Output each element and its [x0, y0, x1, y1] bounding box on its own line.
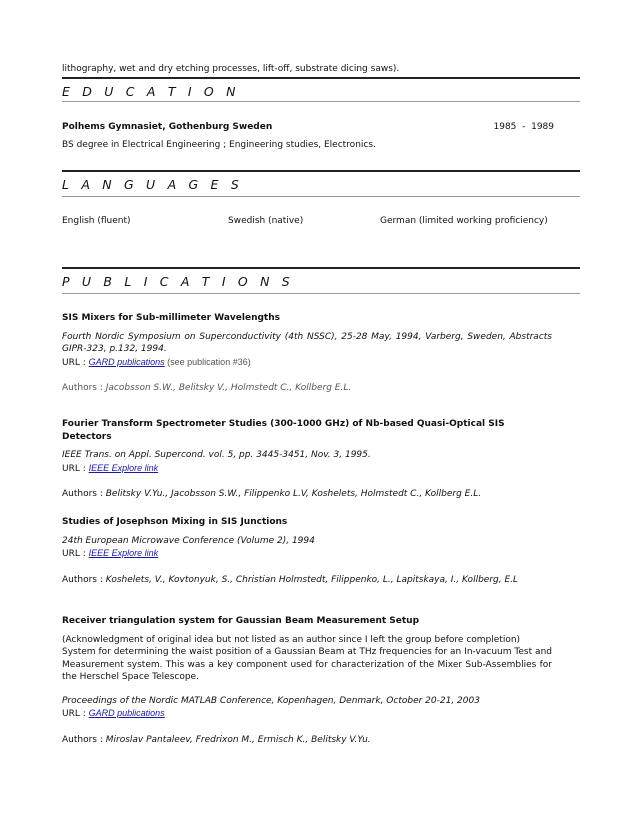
- authors-names: Miroslav Pantaleev, Fredrixon M., Ermisch K., Belitsky V.Yu.: [105, 734, 371, 745]
- section-rule-bottom: [62, 293, 580, 294]
- authors-label: Authors :: [62, 574, 106, 585]
- publication-venue: IEEE Trans. on Appl. Supercond. vol. 5, pp. 3445-3451, Nov. 3, 1995.: [62, 450, 371, 460]
- url-label: URL :: [62, 357, 89, 368]
- intro-line: lithography, wet and dry etching processes, lift-off, substrate dicing saws).: [62, 64, 400, 74]
- publication-url: [62, 547, 552, 561]
- publication-title: Studies of Josephson Mixing in SIS Junctions: [62, 517, 288, 527]
- publication-authors: [62, 382, 552, 395]
- publication-acknowledgment: (Acknowledgment of original idea but not listed as an author since I left the group before completion): [62, 634, 521, 645]
- publication-authors: [62, 574, 552, 587]
- education-description: BS degree in Electrical Engineering ; Engineering studies, Electronics.: [62, 140, 376, 150]
- school-name: Polhems Gymnasiet, Gothenburg Sweden: [62, 122, 273, 132]
- publication-4: [62, 615, 552, 746]
- section-title-education: E D U C A T I O N: [62, 84, 240, 99]
- section-rule-top: [62, 170, 580, 172]
- section-title-publications: P U B L I C A T I O N S: [62, 274, 294, 289]
- spacer: [62, 684, 552, 695]
- gard-publications-link[interactable]: GARD publications: [88, 708, 165, 718]
- language-swedish: Swedish (native): [228, 216, 304, 226]
- language-english: English (fluent): [62, 216, 131, 226]
- education-entry: [62, 122, 554, 132]
- publication-venue: 24th European Microwave Conference (Volume 2), 1994: [62, 535, 315, 546]
- section-title-languages: L A N G U A G E S: [62, 177, 243, 192]
- publication-url: [62, 707, 552, 721]
- publication-2: [62, 418, 552, 501]
- education-dates: 1985 - 1989: [493, 122, 554, 132]
- authors-label: Authors :: [62, 489, 106, 499]
- language-german: German (limited working proficiency): [380, 216, 548, 226]
- publication-title: Fourier Transform Spectrometer Studies (300-1000 GHz) of Nb-based Quasi-Optical SIS Detectors: [62, 419, 505, 442]
- section-rule-bottom: [62, 101, 580, 102]
- ieee-explore-link[interactable]: IEEE Explore link: [88, 462, 159, 473]
- publication-venue: Fourth Nordic Symposium on Superconductivity (4th NSSC), 25-28 May, 1994, Varberg, Sweden, Abstracts GIPR-323, p.132, 1994.: [62, 331, 552, 354]
- publication-title: Receiver triangulation system for Gaussian Beam Measurement Setup: [62, 616, 420, 626]
- publication-title: SIS Mixers for Sub-millimeter Wavelengths: [62, 313, 280, 323]
- gard-publications-link[interactable]: GARD publications: [88, 356, 165, 367]
- authors-names: Koshelets, V., Kovtonyuk, S., Christian Holmstedt, Filippenko, L., Lapitskaya, I., Kollberg, E.L: [105, 574, 519, 585]
- publication-note: (see publication #36): [164, 356, 251, 367]
- publication-authors: [62, 488, 552, 501]
- publication-description: System for determining the waist position of a Gaussian Beam at THz frequencies for an In-vacuum Test and Measurement system. This was a key component used for characterization of the Mixer Sub-Assemblies for the Herschel Space Telescope.: [62, 647, 552, 682]
- section-rule-top: [62, 77, 580, 79]
- publication-authors: [62, 734, 552, 747]
- url-label: URL :: [62, 463, 89, 474]
- publication-url: [62, 462, 552, 476]
- section-rule-bottom: [62, 196, 580, 197]
- section-rule-top: [62, 267, 580, 269]
- authors-names: Belitsky V.Yu., Jacobsson S.W., Filippenko L.V, Koshelets, Holmstedt C., Kollberg E.L.: [105, 489, 482, 499]
- authors-label: Authors :: [62, 383, 106, 393]
- url-label: URL :: [62, 549, 89, 559]
- publication-venue: Proceedings of the Nordic MATLAB Conference, Kopenhagen, Denmark, October 20-21, 2003: [62, 695, 480, 706]
- publication-3: [62, 516, 552, 586]
- authors-names: Jacobsson S.W., Belitsky V., Holmstedt C., Kollberg E.L.: [105, 383, 352, 393]
- ieee-explore-link[interactable]: IEEE Explore link: [88, 548, 159, 558]
- authors-label: Authors :: [62, 734, 106, 745]
- publication-1: [62, 312, 552, 395]
- url-label: URL :: [62, 709, 89, 719]
- publication-url: [62, 356, 552, 370]
